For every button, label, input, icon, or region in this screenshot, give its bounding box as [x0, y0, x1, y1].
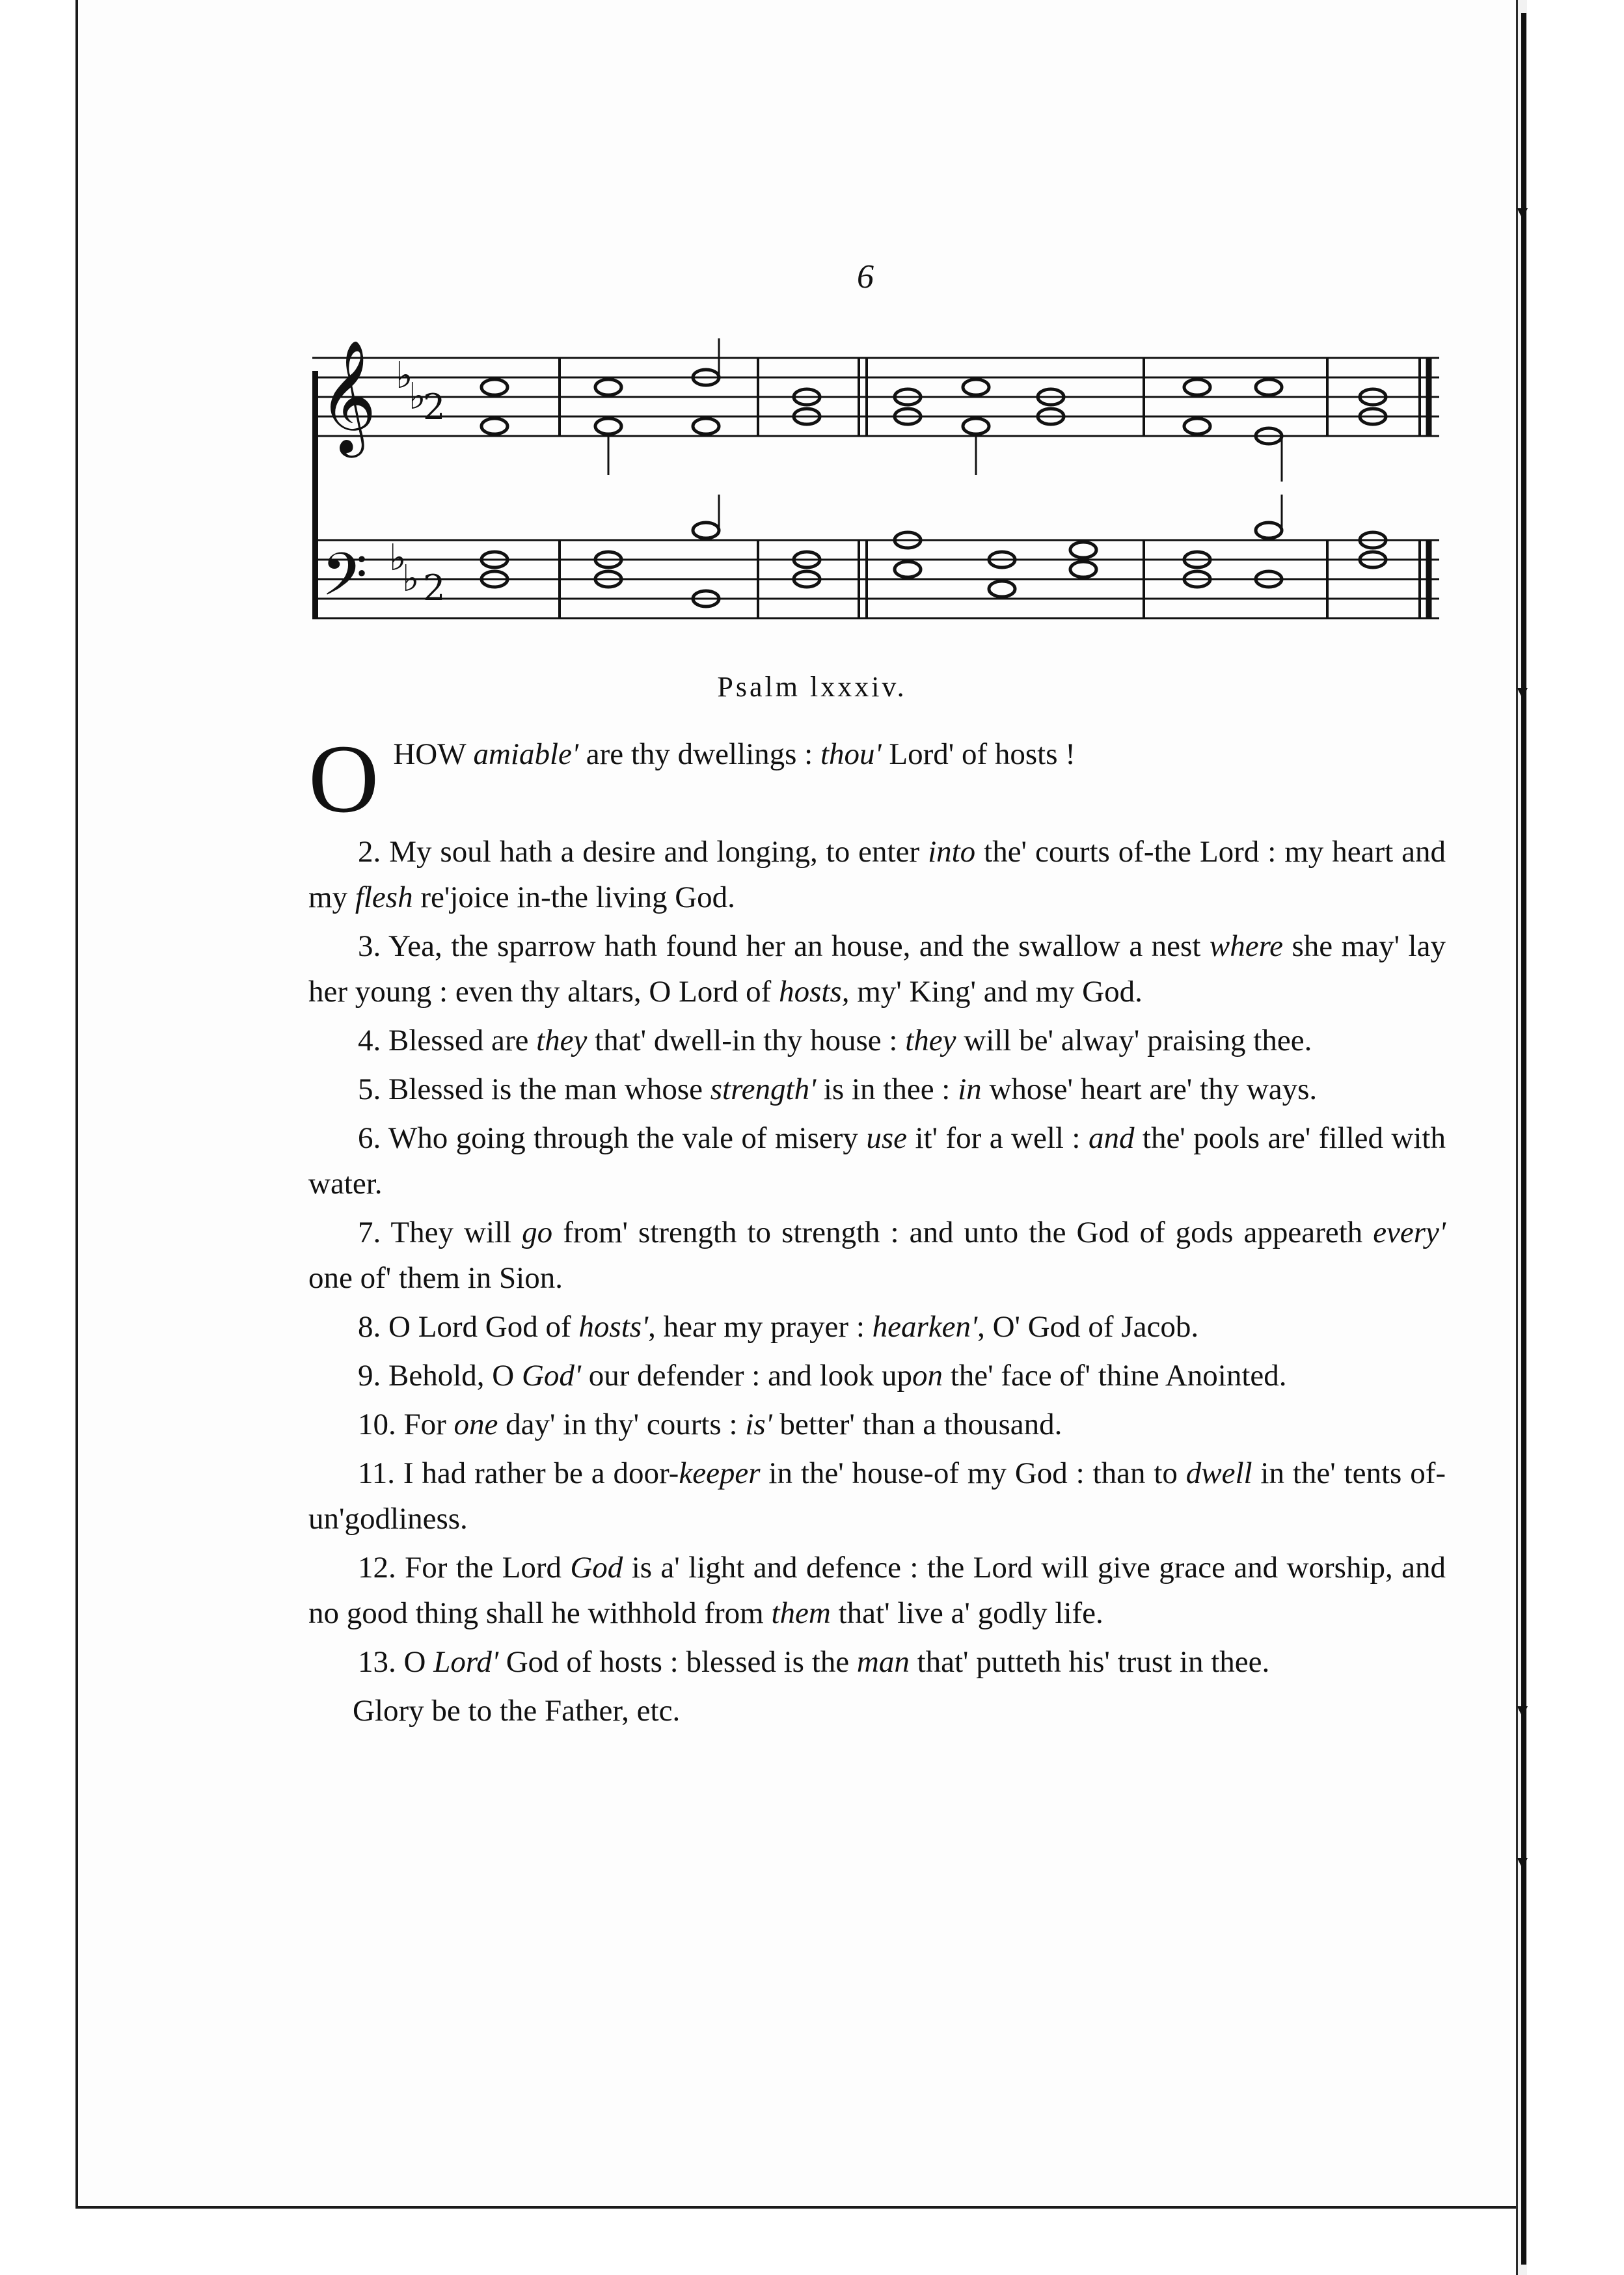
music-score [312, 338, 1444, 638]
verse-text: whose' heart are' thy ways. [981, 1072, 1318, 1106]
note [1184, 379, 1210, 395]
psalm-text [308, 722, 1446, 1737]
verse-emphasis: thou' [820, 737, 882, 771]
edge-mark-icon: ▼ [1513, 1701, 1532, 1721]
verse-emphasis: they [905, 1024, 956, 1057]
bass-clef-icon: 𝄢 [321, 540, 368, 623]
verse-13 [308, 1639, 1446, 1685]
verse-text: in the' tents of-un'godliness. [308, 1456, 1446, 1536]
svg-text:♭: ♭ [389, 537, 407, 579]
verse-emphasis: where [1209, 929, 1284, 963]
verse-emphasis: keeper [679, 1456, 761, 1490]
verse-emphasis: use [866, 1121, 908, 1155]
verse-emphasis: they [536, 1024, 588, 1057]
verse-text: 9. Behold, O [358, 1359, 522, 1393]
note [595, 379, 621, 395]
note [1256, 379, 1282, 395]
verse-text: God of hosts : blessed is the [498, 1645, 857, 1679]
verse-7 [308, 1210, 1446, 1301]
verse-emphasis: hearken' [872, 1310, 978, 1344]
svg-text:2: 2 [423, 387, 446, 428]
verse-text: 11. I had rather be a door- [358, 1456, 679, 1490]
verse-emphasis: dwell [1185, 1456, 1252, 1490]
note [895, 562, 921, 577]
system-brace [312, 371, 318, 618]
note [989, 581, 1015, 597]
verse-emphasis: is' [745, 1408, 772, 1441]
page-number: 6 [857, 258, 874, 295]
note [481, 379, 508, 395]
note [963, 379, 989, 395]
note [1184, 418, 1210, 434]
verse-emphasis: man [856, 1645, 910, 1679]
edge-mark-icon: ▼ [1513, 203, 1532, 223]
verse-text: , O' God of Jacob. [977, 1310, 1199, 1344]
verse-emphasis: into [928, 835, 976, 869]
verse-text: one of' them in Sion. [308, 1261, 563, 1295]
verse-text: from' strength to strength : and unto the God of gods appeareth [552, 1216, 1374, 1249]
verse-text: that' dwell-in thy house : [587, 1024, 906, 1057]
verse-9 [308, 1353, 1446, 1398]
verse-text: 2. My soul hath a desire and longing, to enter [358, 835, 928, 869]
verse-text: 4. Blessed are [358, 1024, 537, 1057]
note [963, 418, 989, 434]
verse-text: the' face of' thine Anointed. [942, 1359, 1287, 1393]
verse-emphasis: amiable' [473, 737, 578, 771]
verse-text: Lord' of hosts ! [881, 737, 1076, 771]
note [1070, 562, 1096, 577]
time-signature [423, 387, 445, 608]
note [1070, 542, 1096, 558]
verse-text: it' for a well : [907, 1121, 1089, 1155]
note [693, 418, 719, 434]
note [1256, 523, 1282, 538]
verse-6 [308, 1115, 1446, 1206]
verse-emphasis: God [570, 1551, 623, 1585]
note [481, 418, 508, 434]
verse-text: my' King' and my God. [849, 975, 1143, 1009]
verse-emphasis: them [771, 1596, 831, 1630]
svg-text:2: 2 [423, 567, 446, 608]
verse-8 [308, 1304, 1446, 1350]
verse-text: are thy dwellings : [578, 737, 820, 771]
verse-12 [308, 1545, 1446, 1636]
verse-text: is a' light and defence : the Lord will give grace and worship, and no good thing shall he withhold from [308, 1551, 1446, 1630]
verse-emphasis: and [1088, 1121, 1135, 1155]
verse-emphasis: hosts, [779, 975, 850, 1009]
verse-text: 13. O [358, 1645, 434, 1679]
svg-text:♭: ♭ [409, 375, 426, 418]
verse-text: is in thee : [816, 1072, 958, 1106]
verse-emphasis: strength' [710, 1072, 817, 1106]
binding-edge [1521, 13, 1526, 2265]
verse-text: 10. For [358, 1408, 454, 1441]
edge-mark-icon: ▼ [1513, 1853, 1532, 1873]
verse-text: better' than a thousand. [772, 1408, 1062, 1441]
verse-emphasis: go [522, 1216, 553, 1249]
verse-4 [308, 1018, 1446, 1063]
note [693, 523, 719, 538]
verse-emphasis: Lord' [433, 1645, 498, 1679]
verse-text: our defender : and look up [580, 1359, 912, 1393]
verse-emphasis: in [958, 1072, 982, 1106]
verse-text: HOW [393, 737, 474, 771]
verse-11 [308, 1451, 1446, 1542]
verse-text: 8. O Lord God of [358, 1310, 579, 1344]
note [595, 418, 621, 434]
verse-text: 6. Who going through the vale of misery [358, 1121, 867, 1155]
verse-emphasis: on [912, 1359, 943, 1393]
verse-text: 12. For the Lord [358, 1551, 571, 1585]
verse-text: will be' alway' praising thee. [956, 1024, 1312, 1057]
svg-text:♭: ♭ [402, 558, 420, 600]
verse-emphasis: God' [521, 1359, 581, 1393]
psalm-title: Psalm lxxxiv. [717, 671, 907, 703]
verse-1 [308, 722, 1446, 833]
verse-2 [308, 829, 1446, 920]
gloria: Glory be to the Father, etc. [353, 1694, 681, 1728]
verse-text: 3. Yea, the sparrow hath found her an house, and the swallow a nest [358, 929, 1210, 963]
verse-text: , hear my prayer : [648, 1310, 873, 1344]
edge-mark-icon: ▼ [1513, 683, 1532, 703]
verse-text: the' pools are' filled with water. [308, 1121, 1446, 1201]
verse-text: the' courts of-the Lord : my heart and my [308, 835, 1446, 914]
notes [481, 370, 1386, 606]
verse-emphasis: flesh [355, 880, 413, 914]
drop-cap: O [308, 725, 379, 833]
verse-text: day' in thy' courts : [498, 1408, 746, 1441]
svg-text:♭: ♭ [396, 355, 413, 397]
verse-emphasis: every' [1373, 1216, 1446, 1249]
verse-text: that' putteth his' trust in thee. [909, 1645, 1270, 1679]
verse-10 [308, 1402, 1446, 1447]
verse-emphasis: hosts' [578, 1310, 649, 1344]
key-signature [389, 355, 426, 600]
verse-text: re'joice in-the living God. [413, 880, 735, 914]
verse-text: that' live a' godly life. [830, 1596, 1103, 1630]
verse-5 [308, 1067, 1446, 1112]
verse-text: in the' house-of my God : than to [760, 1456, 1186, 1490]
verse-3 [308, 923, 1446, 1015]
treble-clef-icon: 𝄞 [319, 340, 377, 453]
verse-emphasis: one [453, 1408, 498, 1441]
verse-text: 5. Blessed is the man whose [358, 1072, 710, 1106]
verse-text: she may' lay her young : even thy altars, O Lord of [308, 929, 1446, 1009]
verse-text: 7. They will [358, 1216, 522, 1249]
